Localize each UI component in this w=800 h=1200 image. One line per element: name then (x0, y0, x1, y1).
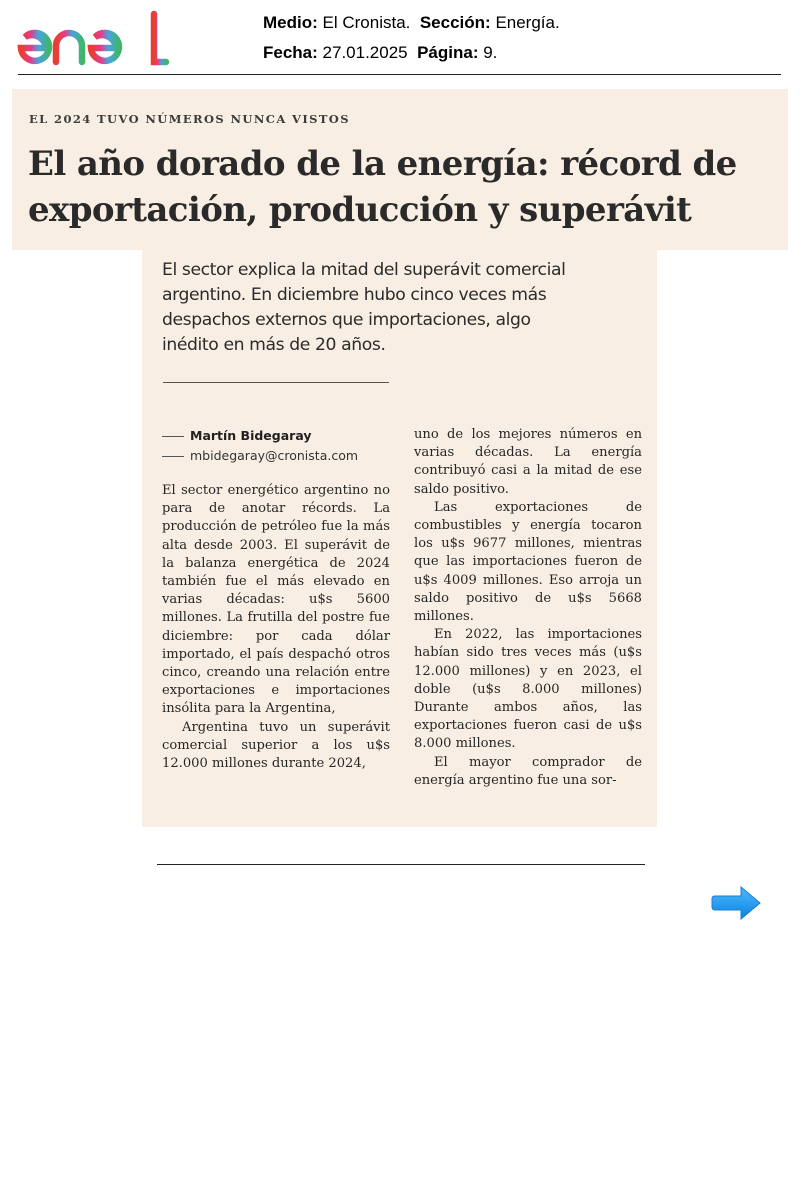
article-header-clipping (12, 89, 788, 250)
seccion-label: Sección: (419, 13, 491, 32)
pagina-label: Página: (417, 43, 479, 62)
article-lede: El sector explica la mitad del superávit comercial argentino. En diciembre hubo cinco veces más despachos externos que importaciones, algo inédito en más de 20 años. (162, 260, 566, 355)
byline-email-row (162, 446, 358, 466)
meta-row-2 (263, 38, 560, 68)
enel-logo (16, 8, 172, 70)
byline-dash (162, 436, 184, 437)
header-divider (18, 74, 781, 75)
seccion-value: Energía. (495, 13, 560, 32)
author-email: mbidegaray@cronista.com (190, 448, 359, 463)
paragraph: Las exportaciones de combustibles y energía tocaron los u$s 9677 millones, mientras que las importaciones fueron de u$s 4009 millones. Eso arroja un saldo positivo de u$s 5668 millones. (414, 499, 642, 625)
fecha-value: 27.01.2025 (322, 43, 408, 62)
byline (162, 426, 358, 466)
press-clipping-metadata (263, 8, 560, 68)
article-headline: El año dorado de la energía: récord de exportación, producción y superávit (28, 144, 737, 230)
byline-author-row (162, 426, 358, 446)
pagina-value: 9. (483, 43, 498, 62)
fecha-label: Fecha: (263, 43, 318, 62)
paragraph: Argentina tuvo un superávit comercial superior a los u$s 12.000 millones durante 2024, (162, 719, 390, 772)
medio-label: Medio: (263, 13, 318, 32)
author-name: Martín Bidegaray (190, 428, 312, 443)
paragraph: El mayor comprador de energía argentino fue una sor- (414, 754, 642, 788)
article-column-2 (414, 426, 642, 790)
article-column-1 (162, 482, 390, 773)
paragraph: En 2022, las importaciones habían sido tres veces más (u$s 12.000 millones) y en 2023, el doble (u$s 8.000 millones) Durante ambos años, las exportaciones fueron casi de u$s 8.000 millones. (414, 627, 642, 752)
footer-divider (157, 864, 645, 865)
arrow-right-icon[interactable] (711, 884, 763, 922)
byline-dash (162, 456, 184, 457)
article-kicker: EL 2024 TUVO NÚMEROS NUNCA VISTOS (29, 112, 350, 126)
lede-divider (163, 382, 389, 383)
paragraph: El sector energético argentino no para de anotar récords. La producción de petróleo fue la más alta desde 2003. El superávit de la balanza energética de 2024 también fue el más elevado en varias décadas: u$s 5600 millones. La frutilla del postre fue diciembre: por cada dólar importado, el país despachó otros cinco, creando una relación entre exportaciones e importaciones insólita para la Argentina, (162, 483, 390, 717)
paragraph: uno de los mejores números en varias décadas. La energía contribuyó casi a la mitad de ese saldo positivo. (414, 427, 642, 497)
meta-row-1 (263, 8, 560, 38)
medio-value: El Cronista. (322, 13, 411, 32)
article-body-clipping (142, 250, 657, 827)
